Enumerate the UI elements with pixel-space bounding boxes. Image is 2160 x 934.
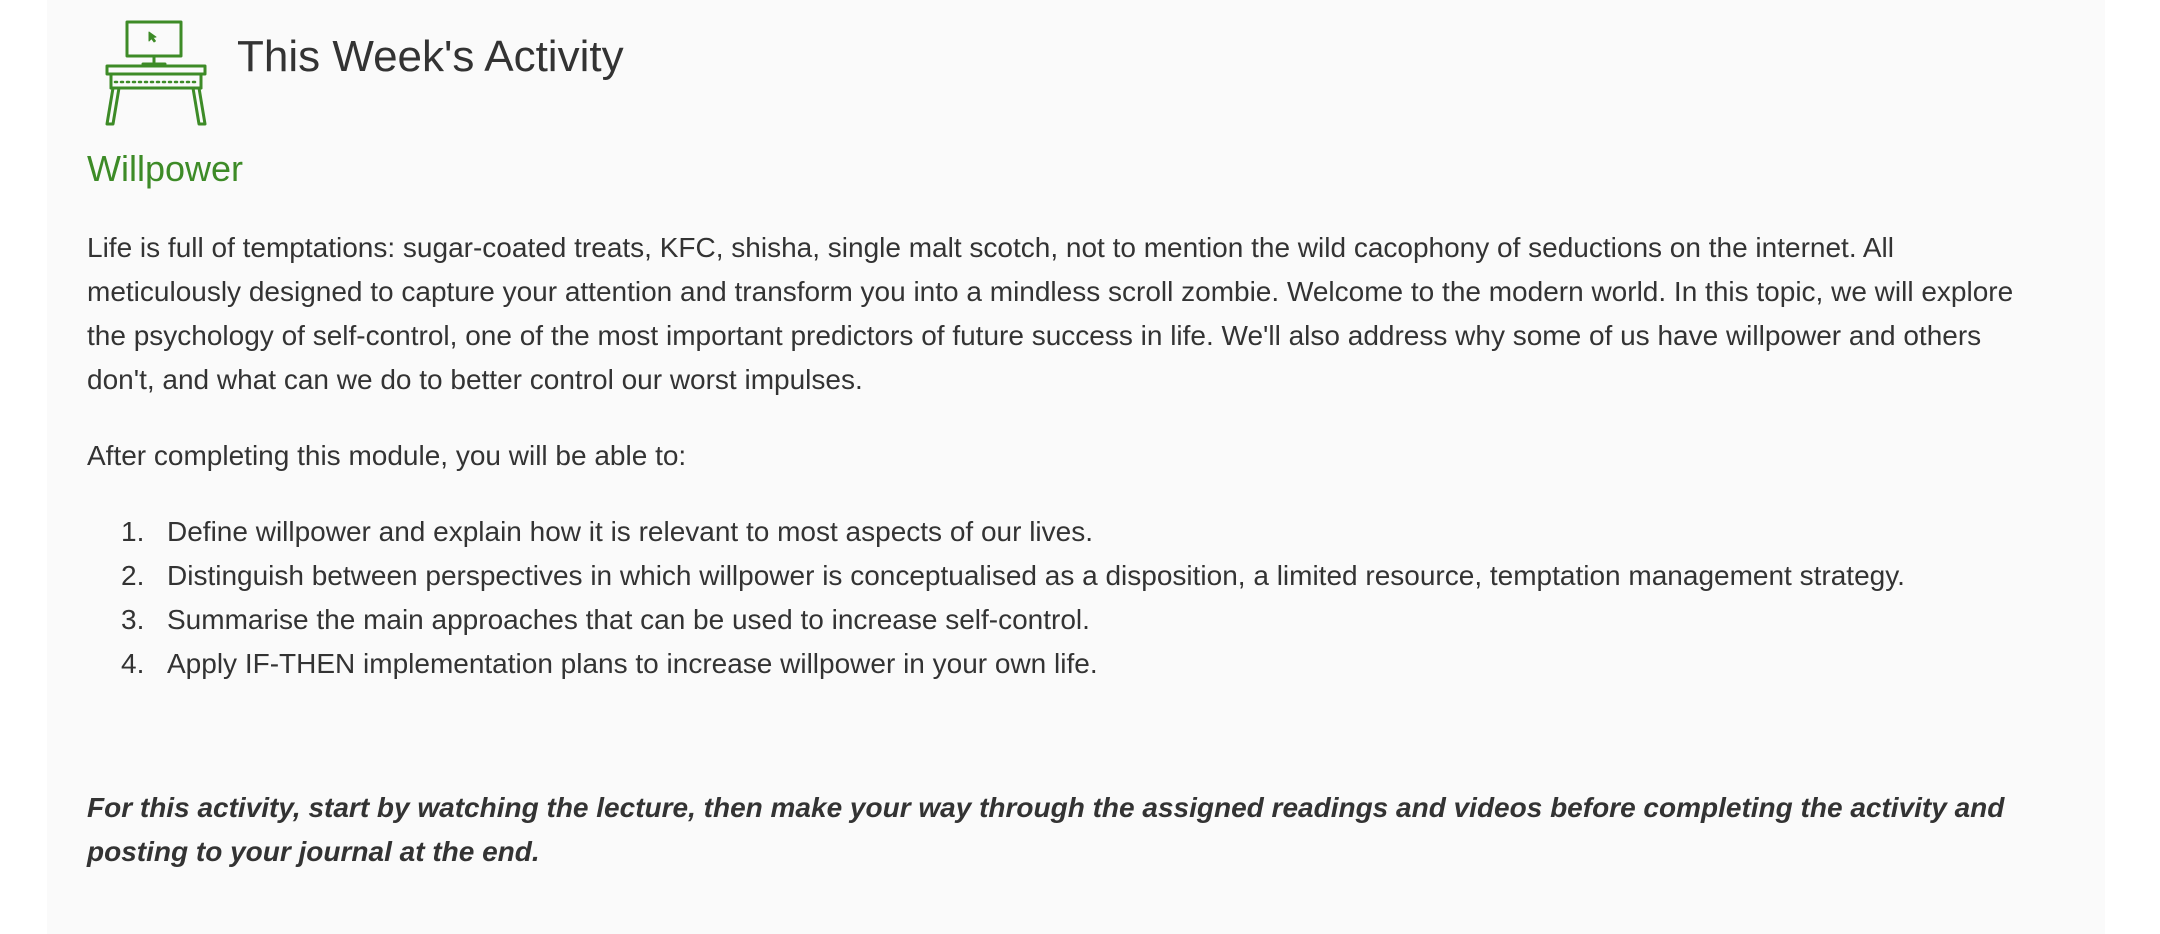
list-item-number: 2. xyxy=(121,560,145,591)
list-item xyxy=(87,642,2017,686)
desk-computer-icon xyxy=(101,18,211,128)
list-item xyxy=(87,598,2017,642)
list-item-number: 3. xyxy=(121,604,145,635)
list-item-text: Summarise the main approaches that can be used to increase self-control. xyxy=(167,604,1090,635)
list-item-number: 4. xyxy=(121,648,145,679)
list-item xyxy=(87,510,2017,554)
topic-title: Willpower xyxy=(87,148,244,189)
list-item-text: Define willpower and explain how it is relevant to most aspects of our lives. xyxy=(167,516,1093,547)
outcomes-lead: After completing this module, you will be able to: xyxy=(87,440,687,471)
learning-outcomes-list xyxy=(87,510,2017,686)
intro-paragraph: Life is full of temptations: sugar-coated treats, KFC, shisha, single malt scotch, not to mention the wild cacophony of seductions on the internet. All meticulously designed to capture your attention and transform you into a mindless scroll zombie. Welcome to the modern world. In this topic, we will explore the psychology of self-control, one of the most important predictors of future success in life. We'll also address why some of us have willpower and others don't, and what can we do to better control our worst impulses. xyxy=(87,232,2014,395)
list-item xyxy=(87,554,2017,598)
page-title: This Week's Activity xyxy=(237,32,624,81)
activity-header xyxy=(101,18,211,128)
list-item-number: 1. xyxy=(121,516,145,547)
list-item-text: Distinguish between perspectives in which willpower is conceptualised as a disposition, a limited resource, temptation management strategy. xyxy=(167,560,1905,591)
activity-instructions: For this activity, start by watching the lecture, then make your way through the assigned readings and videos before completing the activity and posting to your journal at the end. xyxy=(87,792,2005,867)
list-item-text: Apply IF-THEN implementation plans to increase willpower in your own life. xyxy=(167,648,1098,679)
content-panel xyxy=(47,0,2105,934)
